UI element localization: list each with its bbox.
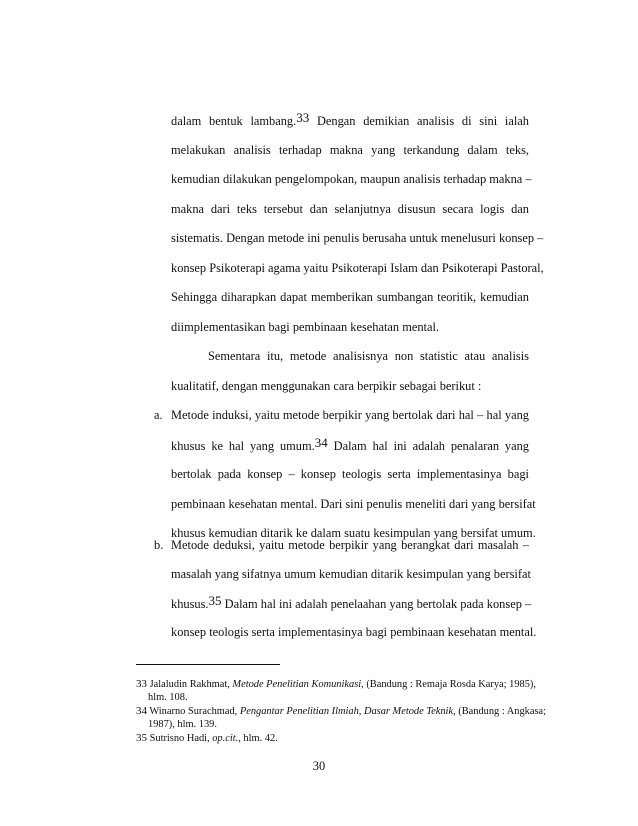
text-line: Metode induksi, yaitu metode berpikir yang bertolak dari hal – hal yang — [171, 408, 529, 422]
footnote-33: 33 Jalaludin Rakhmat, Metode Penelitian Komunikasi, (Bandung : Remaja Rosda Karya; 1985), hlm. 108. — [136, 678, 536, 703]
text-line: masalah yang sifatnya umum kemudian ditarik kesimpulan yang bersifat — [171, 567, 531, 581]
text-line: khusus ke hal yang umum.34 Dalam hal ini adalah penalaran yang — [171, 435, 530, 453]
footnote-divider — [136, 664, 280, 665]
text-line: melakukan analisis terhadap makna yang terkandung dalam teks, — [171, 143, 529, 157]
text-line: sistematis. Dengan metode ini penulis berusaha untuk menelusuri konsep – — [171, 231, 544, 245]
text-line: Sementara itu, metode analisisnya non statistic atau analisis — [208, 349, 529, 363]
text-line: konsep Psikoterapi agama yaitu Psikoterapi Islam dan Psikoterapi Pastoral, — [171, 261, 544, 275]
footnote-ref: 34 — [314, 435, 328, 450]
footnote-35: 35 Sutrisno Hadi, op.cit., hlm. 42. — [136, 732, 278, 744]
text-line: Sehingga diharapkan dapat memberikan sumbangan teoritik, kemudian — [171, 290, 529, 304]
footnote-ref: 33 — [296, 110, 310, 125]
text-line: konsep teologis serta implementasinya bagi pembinaan kesehatan mental. — [171, 625, 537, 639]
footnote-ref: 35 — [208, 593, 222, 608]
text-line: Metode deduksi, yaitu metode berpikir yang berangkat dari masalah – — [171, 538, 529, 552]
list-marker: a. — [154, 408, 163, 422]
text-line: kualitatif, dengan menggunakan cara berpikir sebagai berikut : — [171, 379, 482, 393]
text-line: khusus.35 Dalam hal ini adalah penelaahan yang bertolak pada konsep – — [171, 593, 532, 611]
text-line: dalam bentuk lambang.33 Dengan demikian analisis di sini ialah — [171, 110, 529, 128]
text-line: khusus kemudian ditarik ke dalam suatu kesimpulan yang bersifat umum. — [171, 526, 536, 540]
text-line: diimplementasikan bagi pembinaan kesehatan mental. — [171, 320, 440, 334]
text-line: pembinaan kesehatan mental. Dari sini penulis meneliti dari yang bersifat — [171, 497, 536, 511]
page-number: 30 — [312, 759, 326, 773]
text-line: kemudian dilakukan pengelompokan, maupun analisis terhadap makna – — [171, 172, 532, 186]
footnote-34: 34 Winarno Surachmad, Pengantar Penelitian Ilmiah, Dasar Metode Teknik, (Bandung : Angkasa; 1987), hlm. 139. — [136, 705, 546, 730]
text-line: makna dari teks tersebut dan selanjutnya disusun secara logis dan — [171, 202, 529, 216]
text-line: bertolak pada konsep – konsep teologis serta implementasinya bagi — [171, 467, 529, 481]
list-marker: b. — [154, 538, 164, 552]
